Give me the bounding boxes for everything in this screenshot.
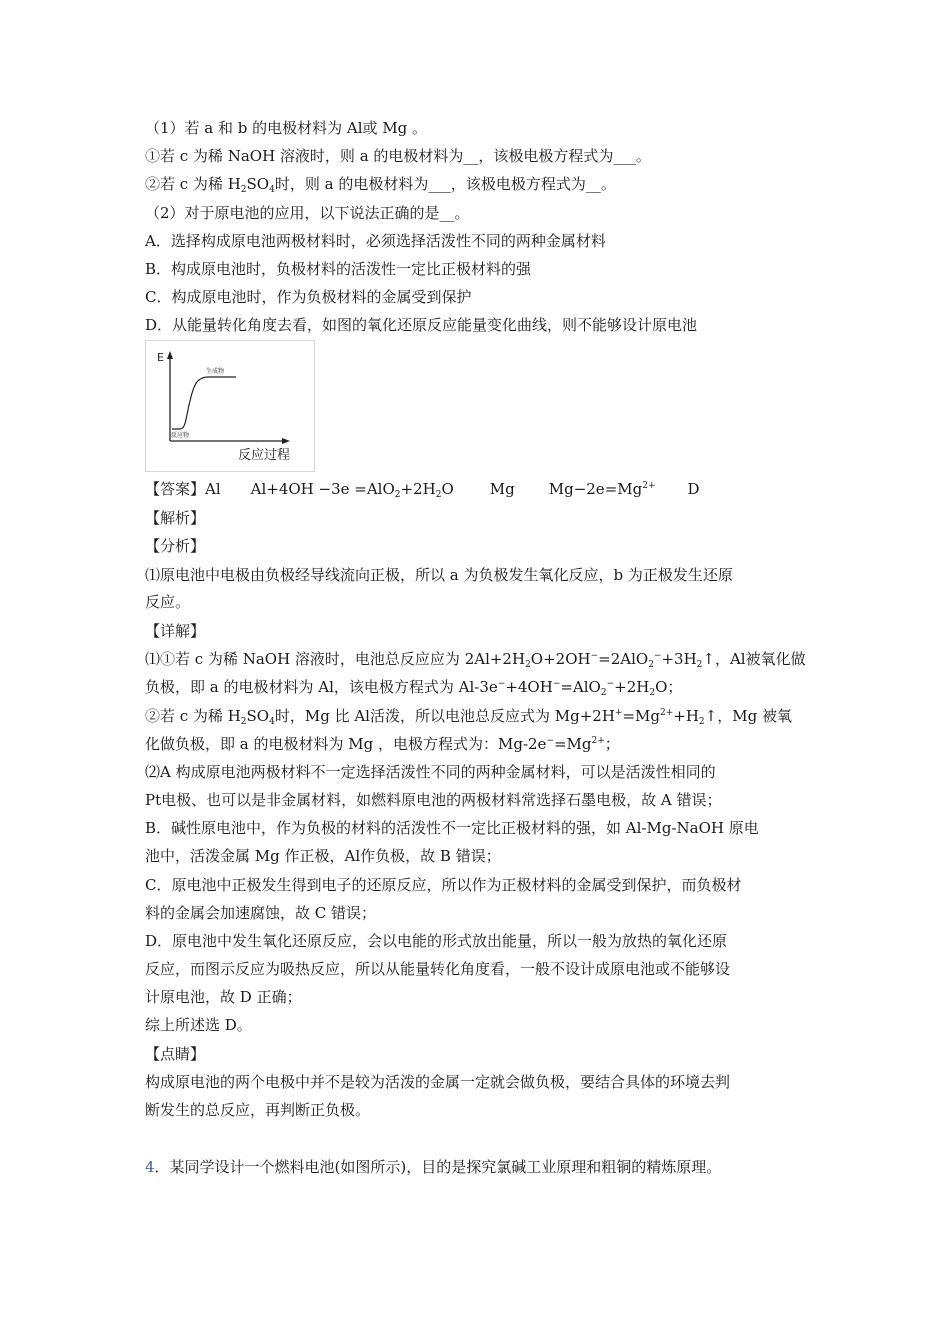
q1-intro: （1）若 a 和 b 的电极材料为 Al或 Mg 。 bbox=[145, 119, 428, 137]
detail-line-7: B．碱性原电池中，作为负极的材料的活泼性不一定比正极材料的强，如 Al-Mg-NaOH 原电 bbox=[145, 819, 759, 837]
comment-line-2: 断发生的总反应，再判断正负极。 bbox=[145, 1101, 371, 1119]
detail-line-1: ⑴①若 c 为稀 NaOH 溶液时，电池总反应应为 $2Al+2H_2O+2OH^-=2AlO_2^-+3H_2↑$，Al被氧化做 bbox=[145, 650, 806, 670]
detail-line-13: 计原电池，故 D 正确； bbox=[145, 988, 302, 1006]
energy-diagram bbox=[145, 340, 315, 472]
q2-option-a: A．选择构成原电池两极材料时，必须选择活泼性不同的两种金属材料 bbox=[145, 232, 606, 250]
q2-option-d: D．从能量转化角度去看，如图的氧化还原反应能量变化曲线，则不能够设计原电池 bbox=[145, 316, 698, 334]
q2-option-b: B．构成原电池时，负极材料的活泼性一定比正极材料的强 bbox=[145, 260, 532, 278]
comment-line-1: 构成原电池的两个电极中并不是较为活泼的金属一定就会做负极，要结合具体的环境去判 bbox=[145, 1073, 731, 1091]
q1-part2: ②若 c 为稀 $H_2SO_4$时，则 a 的电极材料为___，该极电极方程式为__。 bbox=[145, 175, 616, 195]
question-4-number: 4 bbox=[145, 1158, 155, 1176]
y-axis-label: E bbox=[157, 351, 164, 364]
detail-line-5: ⑵A 构成原电池两极材料不一定选择活泼性不同的两种金属材料，可以是活泼性相同的 bbox=[145, 763, 716, 781]
answer-d: D bbox=[687, 480, 700, 498]
answer-line bbox=[145, 479, 700, 499]
fenxi-line-1: ⑴原电池中电极由负极经导线流向正极，所以 a 为负极发生氧化反应，b 为正极发生还原 bbox=[145, 566, 733, 584]
detail-line-14: 综上所述选 D。 bbox=[145, 1016, 252, 1034]
q2-intro: （2）对于原电池的应用，以下说法正确的是__。 bbox=[145, 204, 470, 222]
product-label: 生成物 bbox=[206, 368, 225, 375]
detail-line-6: Pt电极、也可以是非金属材料，如燃料原电池的两极材料常选择石墨电极，故 A 错误； bbox=[145, 791, 722, 809]
fenxi-line-2: 反应。 bbox=[145, 593, 191, 611]
analysis-heading: 【解析】 bbox=[145, 509, 206, 527]
answer-mg: Mg bbox=[489, 480, 515, 498]
q2-option-c: C．构成原电池时，作为负极材料的金属受到保护 bbox=[145, 288, 472, 306]
detail-line-8: 池中，活泼金属 Mg 作正极，Al作负极，故 B 错误； bbox=[145, 847, 501, 865]
y-axis-arrow-icon bbox=[167, 351, 173, 359]
detail-line-3: ②若 c 为稀 $H_2SO_4$时，Mg 比 Al活泼，所以电池总反应式为 $Mg+2H^+=Mg^{2+}+H_2↑$，Mg 被氧 bbox=[145, 707, 792, 727]
question-4-text: ．某同学设计一个燃料电池(如图所示)，目的是探究氯碱工业原理和粗铜的精炼原理。 bbox=[154, 1158, 722, 1176]
detail-line-9: C．原电池中正极发生得到电子的还原反应，所以作为正极材料的金属受到保护，而负极材 bbox=[145, 876, 742, 894]
detail-line-10: 料的金属会加速腐蚀，故 C 错误； bbox=[145, 904, 377, 922]
q1-part1: ①若 c 为稀 NaOH 溶液时，则 a 的电极材料为__，该极电极方程式为___。 bbox=[145, 147, 651, 165]
detail-line-2: 负极，即 a 的电极材料为 Al，该电极方程式为 $Al-3e^-+4OH^-=AlO_2^-+2H_2O$； bbox=[145, 678, 683, 698]
detail-heading: 【详解】 bbox=[145, 622, 206, 640]
answer-eq2: $Mg-2e=Mg^{2+}$ bbox=[548, 480, 656, 498]
detail-line-11: D．原电池中发生氧化还原反应，会以电能的形式放出能量，所以一般为放热的氧化还原 bbox=[145, 932, 728, 950]
answer-label: 【答案】Al bbox=[145, 480, 221, 498]
question-4 bbox=[145, 1157, 721, 1177]
detail-line-12: 反应，而图示反应为吸热反应，所以从能量转化角度看，一般不设计成原电池或不能够设 bbox=[145, 960, 731, 978]
x-axis-arrow-icon bbox=[282, 438, 290, 444]
reactant-label: 反应物 bbox=[171, 432, 190, 439]
answer-eq1: $Al+4OH -3e =AlO_2+2H_2O$ bbox=[250, 480, 454, 500]
fenxi-heading: 【分析】 bbox=[145, 537, 206, 555]
energy-curve bbox=[172, 377, 236, 429]
detail-line-4: 化做负极，即 a 的电极材料为 Mg ，电极方程式为：$Mg-2e^-=Mg^{2+}$； bbox=[145, 735, 620, 753]
x-axis-label: 反应过程 bbox=[238, 448, 291, 463]
comment-heading: 【点睛】 bbox=[145, 1045, 206, 1063]
